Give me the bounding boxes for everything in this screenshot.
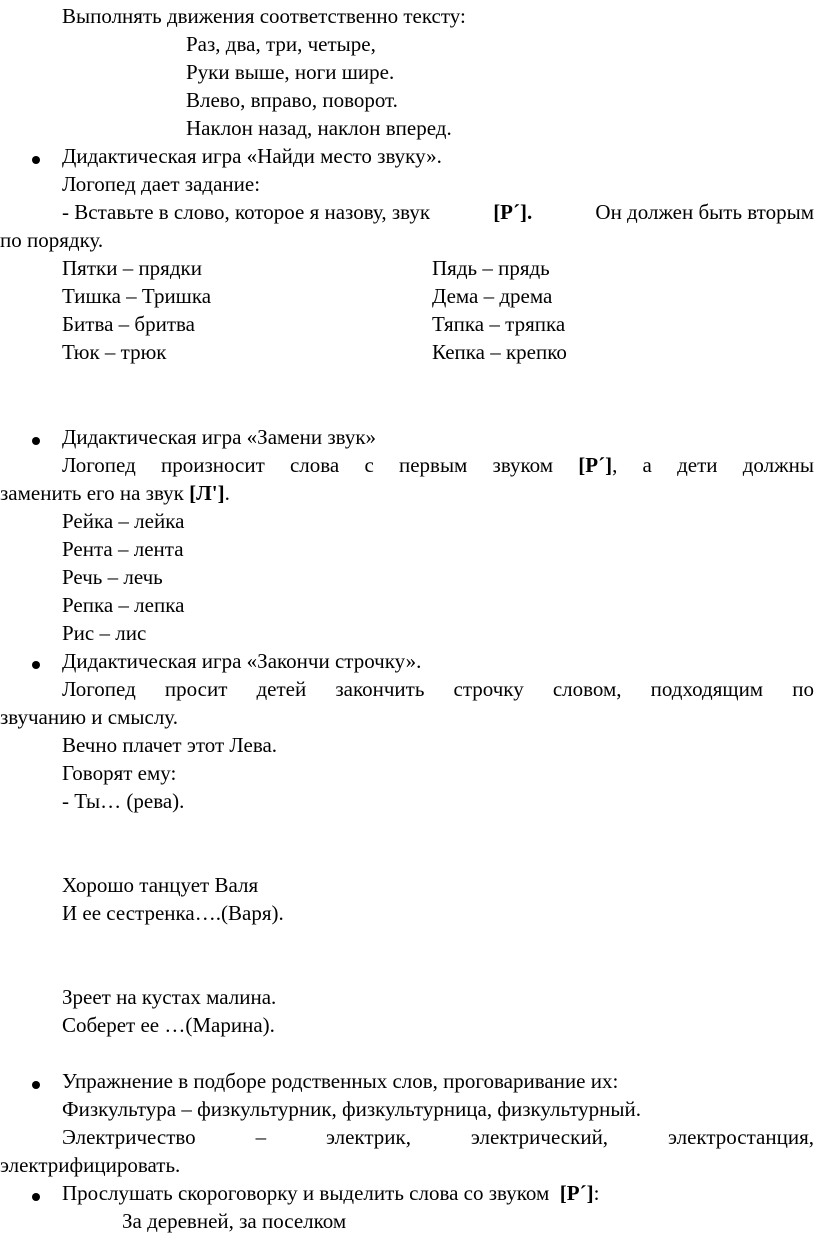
word: электрический, — [470, 1125, 609, 1149]
word: : — [593, 1181, 600, 1205]
word: подходящим — [650, 677, 764, 701]
sound-label: [Р´]. — [493, 200, 533, 224]
word: Прослушать скороговорку и выделить слова со звуком — [62, 1181, 550, 1205]
word-pair: Пятки – прядки — [62, 256, 202, 280]
tongue-twister-line: За деревней, за поселком — [122, 1209, 347, 1233]
tongue-twister-title — [62, 1179, 599, 1207]
exercise-line-end: электрифицировать. — [0, 1153, 181, 1177]
game3-description — [0, 675, 814, 703]
bullet-icon — [32, 1193, 40, 1201]
game3-description-end: звучанию и смыслу. — [0, 705, 178, 729]
task-text: - Вставьте в слово, которое я назову, звук — [62, 200, 431, 224]
poem-line: Руки выше, ноги шире. — [186, 60, 395, 84]
game1-intro: Логопед дает задание: — [62, 172, 261, 196]
word: слова — [289, 453, 340, 477]
verse-line: - Ты… (рева). — [62, 789, 185, 813]
bullet-icon — [32, 156, 40, 164]
exercise-title: Упражнение в подборе родственных слов, проговаривание их: — [62, 1069, 619, 1093]
word-pair: Дема – дрема — [432, 284, 553, 308]
verse-line: Хорошо танцует Валя — [62, 873, 259, 897]
poem-line: Раз, два, три, четыре, — [186, 32, 376, 56]
game3-title: Дидактическая игра «Закончи строчку». — [62, 649, 422, 673]
exercise-line: Физкультура – физкультурник, физкультурница, физкультурный. — [62, 1097, 641, 1121]
word: электростанция, — [667, 1125, 814, 1149]
verse-line: Говорят ему: — [62, 761, 177, 785]
word: Электричество — [62, 1125, 196, 1149]
word-pair: Пядь – прядь — [432, 256, 550, 280]
word-pair: Репка – лепка — [62, 593, 185, 617]
word: закончить — [335, 677, 425, 701]
word: дети — [677, 453, 718, 477]
word: Логопед — [62, 677, 136, 701]
word: Логопед — [62, 453, 136, 477]
word: с — [364, 453, 374, 477]
game2-description-end — [0, 479, 230, 507]
word: . — [224, 481, 230, 505]
word-pair: Кепка – крепко — [432, 340, 567, 364]
sound-group — [578, 451, 617, 479]
word: строчку — [453, 677, 524, 701]
verse-line: И ее сестренка….(Варя). — [62, 901, 284, 925]
word-pair: Тишка – Тришка — [62, 284, 212, 308]
word: должны — [742, 453, 814, 477]
game1-title: Дидактическая игра «Найди место звуку». — [62, 144, 442, 168]
word: по — [792, 677, 814, 701]
word-pair: Рис – лис — [62, 621, 147, 645]
word: словом, — [552, 677, 622, 701]
sound-label: [Р´] — [559, 1181, 594, 1205]
game2-description — [0, 451, 814, 479]
word-pair: Тюк – трюк — [62, 340, 167, 364]
verse-line: Соберет ее …(Марина). — [62, 1013, 275, 1037]
word-pair: Битва – бритва — [62, 312, 195, 336]
game1-task — [0, 198, 814, 226]
verse-line: Зреет на кустах малина. — [62, 985, 277, 1009]
word: а — [642, 453, 652, 477]
word: просит — [164, 677, 228, 701]
word: произносит — [160, 453, 265, 477]
word: детей — [256, 677, 307, 701]
instruction-line: Выполнять движения соответственно тексту: — [62, 4, 466, 28]
bullet-icon — [32, 1081, 40, 1089]
word-pair: Речь – лечь — [62, 565, 163, 589]
task-text: Он должен быть вторым — [595, 200, 814, 224]
sound-label: [Л'] — [189, 481, 225, 505]
bullet-icon — [32, 437, 40, 445]
word-pair: Рейка – лейка — [62, 509, 185, 533]
verse-line: Вечно плачет этот Лева. — [62, 733, 278, 757]
exercise-line — [0, 1123, 814, 1151]
bullet-icon — [32, 661, 40, 669]
poem-line: Наклон назад, наклон вперед. — [186, 116, 452, 140]
word: заменить его на звук — [0, 481, 184, 505]
word: электрик, — [325, 1125, 411, 1149]
game1-task-end: по порядку. — [0, 228, 104, 252]
word: первым — [398, 453, 468, 477]
poem-line: Влево, вправо, поворот. — [186, 88, 398, 112]
word-pair: Рента – лента — [62, 537, 184, 561]
word: – — [255, 1125, 267, 1149]
word: звуком — [492, 453, 554, 477]
word-pair: Тяпка – тряпка — [432, 312, 566, 336]
game2-title: Дидактическая игра «Замени звук» — [62, 425, 377, 449]
word: , — [612, 453, 618, 477]
sound-label: [Р´] — [578, 453, 613, 477]
